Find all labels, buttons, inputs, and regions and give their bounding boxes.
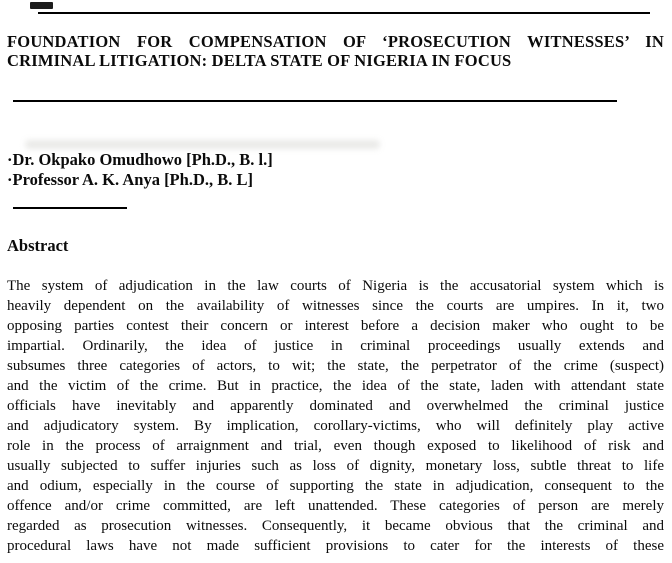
paper-title-line-2: CRIMINAL LITIGATION: DELTA STATE OF NIGERIA IN FOCUS xyxy=(7,51,512,70)
title-separator-rule xyxy=(13,100,617,102)
abstract-line: procedural laws have not made sufficient provisions to cater for the interests of these xyxy=(7,538,664,554)
abstract-line: officials have inevitably and apparently dominated and overwhelmed the criminal justice xyxy=(7,398,664,414)
author-line: ·Dr. Okpako Omudhowo [Ph.D., B. l.] xyxy=(7,150,273,169)
abstract-heading: Abstract xyxy=(7,236,69,255)
authors-block xyxy=(7,150,664,190)
abstract-line: subsumes three categories of actors, to wit; the state, the perpetrator of the crime (suspect) xyxy=(7,358,664,374)
abstract-line: heavily dependent on the availability of witnesses since the courts are umpires. In it, two xyxy=(7,298,664,314)
abstract-line: role in the process of arraignment and trial, even though exposed to likelihood of risk and xyxy=(7,438,664,454)
scan-artifact xyxy=(25,140,380,149)
abstract-line: and the victim of the crime. But in practice, the idea of the state, laden with attendant state xyxy=(7,378,664,394)
abstract-line: The system of adjudication in the law courts of Nigeria is the accusatorial system which is xyxy=(7,278,664,294)
top-rule xyxy=(38,12,650,14)
abstract-line: usually subjected to suffer injuries such as loss of dignity, monetary loss, subtle threat to life xyxy=(7,458,664,474)
footnote-separator-rule xyxy=(13,207,127,209)
abstract-line: regarded as prosecution witnesses. Consequently, it became obvious that the criminal and xyxy=(7,518,664,534)
redaction-mark xyxy=(30,2,53,9)
paper-title xyxy=(7,32,664,70)
author-line: ·Professor A. K. Anya [Ph.D., B. L] xyxy=(7,170,253,189)
abstract-line: offence and/or crime committed, are left unattended. These categories of person are merely xyxy=(7,498,664,514)
abstract-line: opposing parties contest their concern or interest before a decision maker who ought to be xyxy=(7,318,664,334)
abstract-line: and odium, especially in the course of supporting the state in adjudication, consequent to the xyxy=(7,478,664,494)
abstract-paragraph xyxy=(7,276,664,556)
abstract-line: and adjudicatory system. By implication, corollary-victims, who will definitely play active xyxy=(7,418,664,434)
paper-title-line-1: FOUNDATION FOR COMPENSATION OF ‘PROSECUTION WITNESSES’ IN xyxy=(7,32,664,51)
abstract-line: impartial. Ordinarily, the idea of justice in criminal proceedings usually extends and xyxy=(7,338,664,354)
